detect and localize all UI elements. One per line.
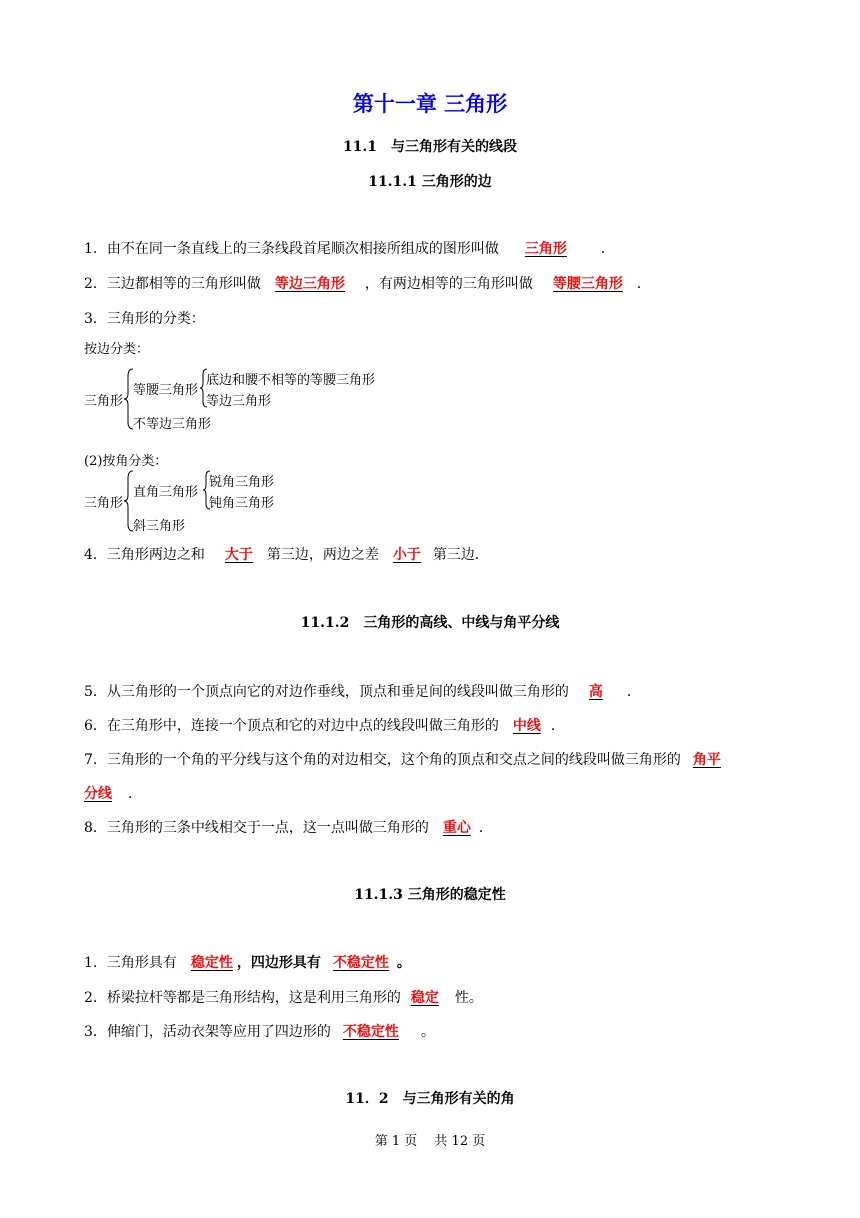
answer-blank: 稳定 <box>410 990 439 1006</box>
stability-question-2 <box>84 987 483 1007</box>
answer-blank: 大于 <box>224 547 253 563</box>
question-text: 第三边，两边之差 <box>266 547 379 563</box>
answer-blank: 角平 <box>692 752 721 768</box>
answer-blank: 稳定性 <box>190 955 233 971</box>
answer-blank: 分线 <box>84 786 112 802</box>
question-text: 1．由不在同一条直线上的三条线段首尾顺次相接所组成的图形叫做 <box>84 241 499 257</box>
section-heading-11-2: 11．2 与三角形有关的角 <box>345 1091 515 1107</box>
question-3: 3．三角形的分类： <box>84 311 205 327</box>
tree-node-obtuse: 钝角三角形 <box>209 496 275 511</box>
question-2 <box>84 273 651 293</box>
page-footer: 第 1 页 共 12 页 <box>374 1134 486 1149</box>
question-1 <box>84 238 615 258</box>
question-text: 2．三边都相等的三角形叫做 <box>84 276 261 292</box>
section-heading-11-1-3: 11.1.3 三角形的稳定性 <box>354 887 506 903</box>
question-text: 7．三角形的一个角的平分线与这个角的对边相交，这个角的顶点和交点之间的线段叫做三角形的 <box>84 752 681 768</box>
section-heading-11-1: 11.1 与三角形有关的线段 <box>342 139 518 155</box>
question-text: 8．三角形的三条中线相交于一点，这一点叫做三角形的 <box>84 820 429 836</box>
answer-blank: 小于 <box>392 547 421 563</box>
tree-node-scalene: 不等边三角形 <box>133 417 212 432</box>
tree-node-iso-sub1: 底边和腰不相等的等腰三角形 <box>206 373 376 388</box>
question-4 <box>84 544 489 564</box>
question-7 <box>84 749 721 769</box>
tree-node-right: 直角三角形 <box>133 485 199 500</box>
answer-blank: 重心 <box>442 820 471 836</box>
question-text: ，有两边相等的三角形叫做 <box>364 276 533 292</box>
question-text: ． <box>626 684 641 700</box>
question-text: 2．桥梁拉杆等都是三角形结构，这是利用三角形的 <box>84 990 401 1006</box>
question-text: ，四边形具有 <box>236 955 321 971</box>
tree-node-iso-sub2: 等边三角形 <box>206 394 272 409</box>
question-7-continued <box>84 783 142 803</box>
question-text: 6．在三角形中，连接一个顶点和它的对边中点的线段叫做三角形的 <box>84 718 499 734</box>
classification-label-by-angle: (2)按角分类： <box>84 454 168 469</box>
question-text: 3．伸缩门，活动衣架等应用了四边形的 <box>84 1024 331 1040</box>
question-text: 1．三角形具有 <box>84 955 177 971</box>
question-text: 4．三角形两边之和 <box>84 547 205 563</box>
answer-blank: 高 <box>588 684 603 700</box>
classification-label-by-side: 按边分类： <box>84 342 150 357</box>
answer-blank: 不稳定性 <box>342 1024 399 1040</box>
question-text: ． <box>478 820 493 836</box>
question-text: 第三边． <box>432 547 489 563</box>
question-8 <box>84 817 493 837</box>
tree-node-oblique: 斜三角形 <box>133 519 186 534</box>
stability-question-1 <box>84 952 411 972</box>
tree-root: 三角形 <box>84 496 124 511</box>
tree-node-acute: 锐角三角形 <box>209 475 275 490</box>
answer-blank: 三角形 <box>524 241 567 257</box>
question-text: 5．从三角形的一个顶点向它的对边作垂线，顶点和垂足间的线段叫做三角形的 <box>84 684 569 700</box>
question-text: 。 <box>396 955 411 971</box>
tree-node-isosceles: 等腰三角形 <box>133 383 199 398</box>
section-heading-11-1-1: 11.1.1 三角形的边 <box>368 174 492 190</box>
question-5 <box>84 681 641 701</box>
answer-blank: 等边三角形 <box>274 276 345 292</box>
question-text: 。 <box>420 1024 435 1040</box>
question-text: ． <box>636 276 651 292</box>
question-text: ． <box>128 786 142 802</box>
section-heading-11-1-2: 11.1.2 三角形的高线、中线与角平分线 <box>300 615 560 631</box>
answer-blank: 中线 <box>512 718 541 734</box>
stability-question-3 <box>84 1021 435 1041</box>
question-text: ． <box>600 241 615 257</box>
tree-root: 三角形 <box>84 394 124 409</box>
chapter-title: 第十一章 三角形 <box>352 92 508 116</box>
question-text: 性。 <box>454 990 483 1006</box>
question-6 <box>84 715 565 735</box>
question-text: ． <box>550 718 565 734</box>
answer-blank: 不稳定性 <box>332 955 389 971</box>
answer-blank: 等腰三角形 <box>552 276 623 292</box>
